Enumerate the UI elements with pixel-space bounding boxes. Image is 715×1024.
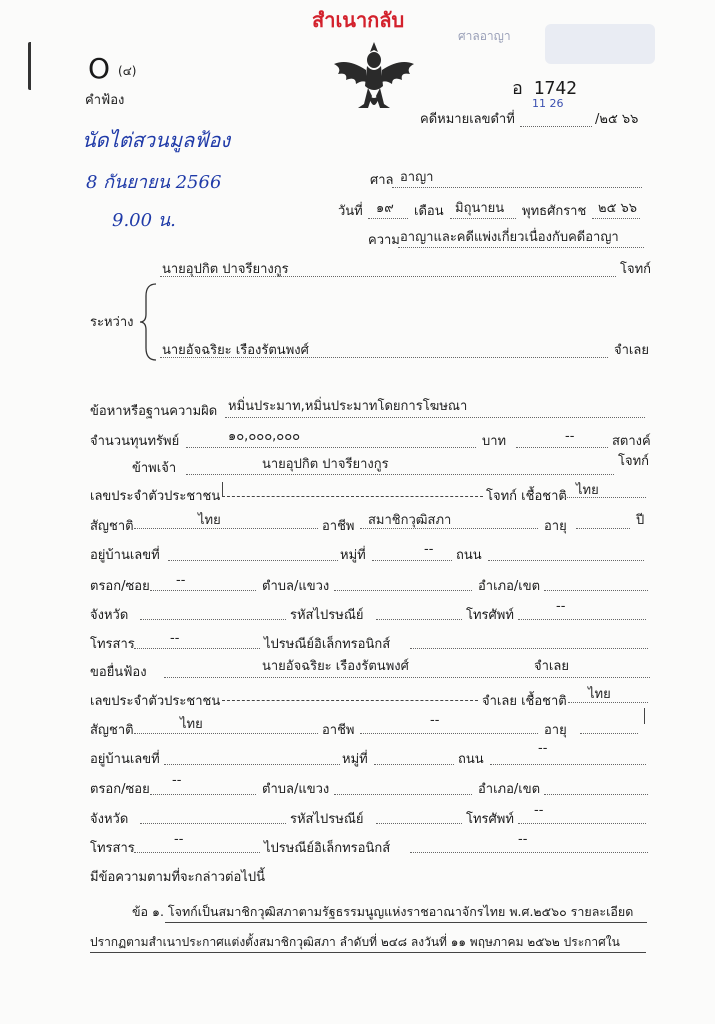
- defendant-occupation-value: --: [430, 713, 440, 728]
- defendant-subdistrict-line: [334, 794, 472, 795]
- defendant-alley-label: ตรอก/ซอย: [90, 782, 150, 797]
- defendant-age-label: อายุ: [544, 723, 567, 738]
- court-label: ศาล: [370, 173, 394, 188]
- received-stamp: 11 26: [532, 97, 564, 110]
- plaintiff-moo-line: [372, 560, 452, 561]
- case-type-value: อาญาและคดีแพ่งเกี่ยวเนื่องกับคดีอาญา: [400, 230, 619, 245]
- plaintiff-line: [160, 276, 616, 277]
- defendant-id-role: จำเลย เชื้อชาติ: [482, 694, 567, 709]
- defendant-road-value: --: [538, 741, 548, 756]
- plaintiff-road-line: [488, 560, 644, 561]
- copy-stamp: สำเนากลับ: [312, 8, 405, 32]
- year-line: [592, 218, 640, 219]
- plaintiff-name: นายอุปกิต ปาจรียางกูร: [162, 262, 289, 277]
- case-year: /๒๕ ๖๖: [595, 112, 639, 127]
- plaintiff-race-line: [562, 497, 646, 498]
- handwritten-hearing-note: นัดไต่สวนมูลฟ้อง: [82, 128, 231, 152]
- between-label: ระหว่าง: [90, 315, 134, 330]
- plaintiff-occupation-value: สมาชิกวุฒิสภา: [368, 513, 452, 528]
- date-value: ๑๙: [376, 201, 394, 216]
- plaintiff-race-value: ไทย: [576, 483, 599, 498]
- plaintiff-postal-line: [376, 619, 462, 620]
- plaintiff-i-line: [186, 474, 614, 475]
- charge-line: [225, 417, 645, 418]
- plaintiff-district-label: อำเภอ/เขต: [478, 579, 541, 594]
- defendant-district-line: [544, 794, 648, 795]
- date-line: [368, 218, 408, 219]
- amount-label: จำนวนทุนทรัพย์: [90, 434, 180, 449]
- defendant-age-mark: [644, 708, 648, 724]
- defendant-email-label: ไปรษณีย์อิเล็กทรอนิกส์: [264, 841, 391, 856]
- defendant-fax-line: [134, 852, 260, 853]
- court-stamp: ศาลอาญา: [458, 29, 511, 43]
- plaintiff-fax-line: [134, 648, 260, 649]
- defendant-phone-value: --: [534, 803, 544, 818]
- month-label: เดือน: [414, 204, 444, 219]
- form-number: (๔): [118, 64, 137, 78]
- defendant-phone-line: [518, 823, 646, 824]
- defendant-race-line: [568, 702, 648, 703]
- case-type-line: [398, 247, 644, 248]
- defendant-nationality-label: สัญชาติ: [90, 723, 134, 738]
- plaintiff-id-boxes: [222, 482, 483, 497]
- year-value: ๒๕ ๖๖: [598, 201, 638, 216]
- defendant-fax-value: --: [174, 832, 184, 847]
- plaintiff-email-label: ไปรษณีย์อิเล็กทรอนิกส์: [264, 637, 391, 652]
- case-number-line: [520, 126, 592, 127]
- plaintiff-district-line: [544, 590, 648, 591]
- plaintiff-i-role: โจทก์: [618, 454, 650, 469]
- defendant-province-line: [140, 823, 286, 824]
- plaintiff-age-unit: ปี: [636, 513, 645, 528]
- plaintiff-nationality-value: ไทย: [198, 513, 221, 528]
- date-label: วันที่: [338, 204, 363, 219]
- defendant-line: [160, 357, 608, 358]
- satang-label: สตางค์: [612, 434, 651, 449]
- defendant-email-line: [410, 852, 648, 853]
- defendant-id-boxes: [222, 686, 478, 701]
- plaintiff-subdistrict-label: ตำบล/แขวง: [262, 579, 330, 594]
- form-number-value: ๔: [122, 64, 132, 78]
- plaintiff-phone-label: โทรศัพท์: [466, 608, 514, 623]
- body-para1-line2-underline: [90, 952, 646, 953]
- year-label: พุทธศักราช: [522, 204, 587, 219]
- plaintiff-nationality-line: [134, 528, 318, 529]
- plaintiff-role: โจทก์: [620, 262, 652, 277]
- plaintiff-age-line: [576, 528, 630, 529]
- defendant-role: จำเลย: [614, 343, 649, 358]
- defendant-alley-value: --: [172, 773, 182, 788]
- court-line: [392, 187, 642, 188]
- plaintiff-id-label: เลขประจำตัวประชาชน: [90, 489, 221, 504]
- defendant-moo-label: หมู่ที่: [342, 752, 368, 767]
- plaintiff-occupation-line: [360, 528, 538, 529]
- form-letter: O: [88, 52, 111, 85]
- defendant-district-label: อำเภอ/เขต: [478, 782, 541, 797]
- defendant-sue-line: [164, 677, 650, 678]
- binding-mark: [28, 42, 35, 90]
- plaintiff-subdistrict-line: [334, 590, 472, 591]
- body-intro: มีข้อความตามที่จะกล่าวต่อไปนี้: [90, 870, 265, 885]
- defendant-race-value: ไทย: [588, 687, 611, 702]
- defendant-email-value: --: [518, 832, 528, 847]
- plaintiff-alley-label: ตรอก/ซอย: [90, 579, 150, 594]
- plaintiff-alley-line: [150, 590, 256, 591]
- defendant-sue-value: นายอัจฉริยะ เรืองรัตนพงศ์: [262, 659, 409, 674]
- defendant-id-label: เลขประจำตัวประชาชน: [90, 694, 221, 709]
- defendant-postal-line: [376, 823, 462, 824]
- defendant-phone-label: โทรศัพท์: [466, 812, 514, 827]
- plaintiff-i-label: ข้าพเจ้า: [132, 461, 177, 476]
- defendant-alley-line: [150, 794, 256, 795]
- case-type-label: ความ: [368, 233, 400, 248]
- amount-value: ๑๐,๐๐๐,๐๐๐: [228, 429, 301, 444]
- defendant-fax-label: โทรสาร: [90, 841, 135, 856]
- handwritten-hearing-date: 8 กันยายน 2566: [86, 172, 222, 193]
- plaintiff-province-line: [140, 619, 286, 620]
- stamp-smudge: [545, 24, 655, 64]
- between-brace: [140, 282, 160, 362]
- defendant-postal-label: รหัสไปรษณีย์: [290, 812, 364, 827]
- amount-line: [186, 447, 476, 448]
- defendant-subdistrict-label: ตำบล/แขวง: [262, 782, 330, 797]
- defendant-occupation-label: อาชีพ: [322, 723, 355, 738]
- charge-value: หมิ่นประมาท,หมิ่นประมาทโดยการโฆษณา: [228, 399, 468, 414]
- plaintiff-alley-value: --: [176, 573, 186, 588]
- body-para1-line1-underline: [165, 922, 647, 923]
- plaintiff-age-label: อายุ: [544, 519, 567, 534]
- plaintiff-house-label: อยู่บ้านเลขที่: [90, 548, 160, 563]
- plaintiff-id-role: โจทก์ เชื้อชาติ: [486, 489, 567, 504]
- plaintiff-road-label: ถนน: [456, 548, 482, 563]
- plaintiff-i-value: นายอุปกิต ปาจรียางกูร: [262, 457, 389, 472]
- defendant-province-label: จังหวัด: [90, 812, 129, 827]
- plaintiff-province-label: จังหวัด: [90, 608, 129, 623]
- plaintiff-email-line: [410, 648, 648, 649]
- case-number-stamp: อ 1742: [512, 78, 577, 99]
- baht-label: บาท: [482, 434, 507, 449]
- month-value: มิถุนายน: [455, 201, 505, 216]
- plaintiff-moo-label: หมู่ที่: [340, 548, 366, 563]
- defendant-nationality-value: ไทย: [180, 717, 203, 732]
- defendant-sue-label: ขอยื่นฟ้อง: [90, 665, 147, 680]
- plaintiff-occupation-label: อาชีพ: [322, 519, 355, 534]
- defendant-moo-line: [374, 764, 454, 765]
- plaintiff-postal-label: รหัสไปรษณีย์: [290, 608, 364, 623]
- defendant-road-label: ถนน: [458, 752, 484, 767]
- satang-line: [516, 447, 608, 448]
- defendant-house-label: อยู่บ้านเลขที่: [90, 752, 160, 767]
- case-number-label: คดีหมายเลขดำที่: [420, 112, 515, 127]
- court-value: อาญา: [400, 170, 434, 185]
- month-line: [450, 218, 516, 219]
- garuda-emblem: [328, 38, 420, 122]
- defendant-occupation-line: [360, 733, 538, 734]
- charge-label: ข้อหาหรือฐานความผิด: [90, 404, 218, 419]
- body-para1-line1: ข้อ ๑. โจทก์เป็นสมาชิกวุฒิสภาตามรัฐธรรมนูญแห่งราชอาณาจักรไทย พ.ศ.๒๕๖๐ รายละเอียด: [132, 904, 634, 919]
- body-para1-line2: ปรากฏตามสำเนาประกาศแต่งตั้งสมาชิกวุฒิสภา ลำดับที่ ๒๔๘ ลงวันที่ ๑๑ พฤษภาคม ๒๕๖๒ ประกาศใน: [90, 935, 620, 949]
- plaintiff-nationality-label: สัญชาติ: [90, 519, 134, 534]
- defendant-name: นายอัจฉริยะ เรืองรัตนพงศ์: [162, 343, 309, 358]
- handwritten-hearing-time: 9.00 น.: [112, 210, 176, 231]
- plaintiff-phone-line: [518, 619, 646, 620]
- defendant-nationality-line: [134, 733, 318, 734]
- form-title: คำฟ้อง: [85, 93, 125, 108]
- plaintiff-fax-value: --: [170, 631, 180, 646]
- defendant-house-line: [164, 764, 340, 765]
- defendant-sue-role: จำเลย: [534, 659, 569, 674]
- plaintiff-phone-value: --: [556, 599, 566, 614]
- defendant-road-line: [490, 764, 646, 765]
- plaintiff-house-line: [168, 560, 338, 561]
- plaintiff-fax-label: โทรสาร: [90, 637, 135, 652]
- plaintiff-moo-value: --: [424, 542, 434, 557]
- satang-value: --: [565, 429, 575, 444]
- defendant-age-line: [580, 733, 638, 734]
